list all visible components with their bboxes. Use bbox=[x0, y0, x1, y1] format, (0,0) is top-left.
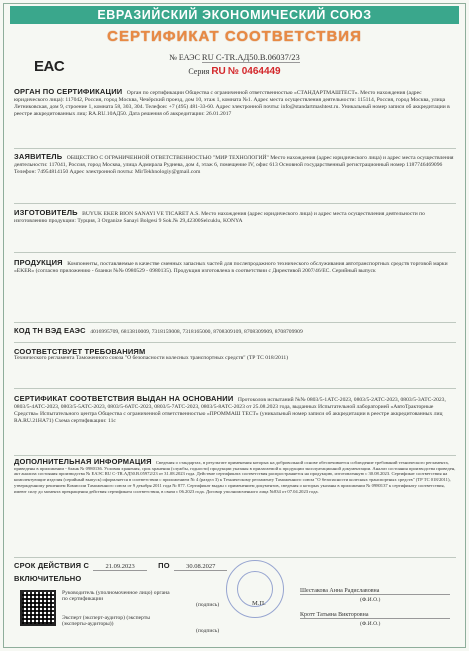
divider bbox=[14, 203, 456, 204]
divider bbox=[14, 388, 456, 389]
series-number: № 0464449 bbox=[227, 66, 281, 77]
basis-text: Протоколов испытаний №№ 0803/5-1АТС-2023, 0803/5-2АТС-2023, 0803/5-3АТС-2023, 0803/5-4АТС-2023, 0803/5-5АТС-2023, 0803/5-6АТС-2023, 0803/5-7АТС-2023, 0803/5-8АТС-2023 от 25.08.2023 года, выданных Испытательной лабораторией «АвтоТракторные Средства» Испытательного центра Общества с ограниченной ответственностью «ПРОММАШ ТЕСТ» (уникальный номер записи об аккредитации в реестре аккредитованных лиц RA.RU.21НА71) Схема сертификации: 11с bbox=[14, 397, 446, 424]
product-section bbox=[14, 259, 456, 275]
stamp-mp: М.П. bbox=[252, 600, 266, 607]
signature1-caption: (подпись) bbox=[196, 602, 220, 608]
divider bbox=[14, 252, 456, 253]
additional-text: Сведения о стандартах, в результате применения которых на добровольной основе обеспечивается соблюдение требований технического регламента, приведены в приложении - бланк № 0980136. Условия хранения, срок хранения (службы, годности) продукции указаны в прилагаемой к продукции эксплуатационной документации. Анализ состояния производства проведен, акт анализа состояния производства № ЕАЭС RU С-TR.АД50.В.05972/23 от 31.08.2023 года. Действие сертификата соответствия распространяется на продукцию, изготовленную с 30.08.2023. Сертификат соответствия на комплектующие изделия (серийный выпуск) оформляется в соответствии с приложением № 4 (раздел 3) к Техническому регламенту Таможенного союза "О безопасности колесных транспортных средств" (ТР ТС 018/2011), утвержденному решением Комиссии Таможенного союза от 9 декабря 2011 года № 877. Сертификат выдан с применением документов, сведения о которых указаны в приложении № 0980137 к сертификату соответствия, имеют силу до момента прекращения действия сертификата соответствия, в связи с 06.2023 года. Договор уполномоченного лица №834 от 07.04.2023 года. bbox=[14, 460, 456, 494]
divider bbox=[14, 455, 456, 456]
product-heading: ПРОДУКЦИЯ bbox=[14, 258, 63, 267]
basis-section bbox=[14, 395, 456, 425]
requirements-heading: СООТВЕТСТВУЕТ ТРЕБОВАНИЯМ bbox=[14, 347, 146, 356]
divider bbox=[14, 322, 456, 323]
certificate-title: СЕРТИФИКАТ СООТВЕТСТВИЯ bbox=[107, 28, 362, 45]
divider bbox=[14, 557, 456, 558]
organ-text: Орган по сертификации Общества с ограниченной ответственностью «СТАНДАРТМАШТЕСТ». Место нахождения (адрес юридического лица): 117042, Россия, город Москва, Чечёрский проезд, дом 10, этаж 1, комната №1. Адрес места осуществления деятельности: 115114, Россия, город Москва, улица Летниковская, дом 9, строение 1, комната 58, 303, 304. Телефон: +7 (495) 481-33-60. Адрес электронной почты: info@standartmashtest.ru. Уникальный номер записи об аккредитации в реестре аккредитованных лиц: RA.RU.10АД50. Дата решения об аккредитации: 26.01.2017 bbox=[14, 90, 450, 117]
series-code: RU bbox=[211, 66, 226, 77]
manufacturer-heading: ИЗГОТОВИТЕЛЬ bbox=[14, 208, 78, 217]
number-value: RU С-TR.АД50.В.06037/23 bbox=[201, 52, 300, 62]
applicant-heading: ЗАЯВИТЕЛЬ bbox=[14, 152, 63, 161]
validity-to: 30.08.2027 bbox=[174, 563, 227, 571]
basis-heading: СЕРТИФИКАТ СООТВЕТСТВИЯ ВЫДАН НА ОСНОВАНИИ bbox=[14, 394, 234, 403]
validity-inclusive: ВКЛЮЧИТЕЛЬНО bbox=[14, 574, 82, 583]
series-label: Серия bbox=[188, 67, 210, 76]
head-label: Руководитель (уполномоченное лицо) органа по сертификации bbox=[62, 590, 170, 602]
signature2-caption: (подпись) bbox=[196, 628, 220, 634]
product-text: Компоненты, поставляемые в качестве сменных запасных частей для послепродажного технического обслуживания автотранспортных средств торговой марки «EKER» (согласно приложению - бланки №№ 0980529 - 0980135). Продукция изготовлена в соответствии с Директивой 2007/46/ЕС. Серийный выпуск bbox=[14, 261, 448, 274]
manufacturer-text: BUYUK EKER BION SANAYI VE TICARET A.S. Место нахождения (адрес юридического лица) и адрес места осуществления деятельности по изготовлению продукции: Турция, 3 Organize Sanayi Bolgesi 9 Sok.№ 29,42300Selcuklu, KONYA bbox=[14, 211, 425, 224]
fio2-caption: (Ф.И.О.) bbox=[360, 621, 381, 627]
requirements-text: Технического регламента Таможенного союза "О безопасности колесных транспортных средств" (ТР ТС 018/2011) bbox=[14, 355, 289, 361]
validity-heading: СРОК ДЕЙСТВИЯ С bbox=[14, 561, 90, 570]
tnved-section bbox=[14, 327, 456, 336]
certificate-number bbox=[0, 52, 469, 63]
union-banner: ЕВРАЗИЙСКИЙ ЭКОНОМИЧЕСКИЙ СОЮЗ bbox=[10, 6, 459, 24]
requirements-section bbox=[14, 348, 456, 362]
validity-from: 21.09.2023 bbox=[93, 563, 146, 571]
validity-to-label: ПО bbox=[158, 561, 170, 570]
manufacturer-section bbox=[14, 209, 456, 225]
applicant-text: ОБЩЕСТВО С ОГРАНИЧЕННОЙ ОТВЕТСТВЕННОСТЬЮ "МИР ТЕХНОЛОГИЙ" Место нахождения (адрес юридического лица) и адрес места осуществления деятельности: 117041, Россия, город Москва, улица Адмирала Руднева, дом 4, этаж 6, помещение IV, офис 613 Основной государственный регистрационный номер 1187746469096 Телефон: 74954814150 Адрес электронной почты: MirTekhnologiy@gmail.com bbox=[14, 155, 454, 175]
series-line bbox=[0, 66, 469, 77]
additional-heading: ДОПОЛНИТЕЛЬНАЯ ИНФОРМАЦИЯ bbox=[14, 457, 152, 466]
tnved-heading: КОД ТН ВЭД ЕАЭС bbox=[14, 326, 86, 335]
additional-section bbox=[14, 459, 456, 494]
number-prefix: № ЕАЭС bbox=[169, 53, 200, 62]
head-name: Шестакова Анна Радиславовна bbox=[300, 588, 450, 595]
qr-code bbox=[20, 590, 56, 626]
organ-section bbox=[14, 88, 456, 118]
expert-name: Кротт Татьяна Викторовна bbox=[300, 612, 450, 619]
expert-label: Эксперт (эксперт-аудитор) (эксперты (эксперты-аудиторы)) bbox=[62, 615, 151, 627]
applicant-section bbox=[14, 153, 456, 176]
eac-mark: EAC bbox=[34, 58, 65, 75]
organ-heading: ОРГАН ПО СЕРТИФИКАЦИИ bbox=[14, 87, 123, 96]
certification-stamp bbox=[226, 560, 284, 618]
tnved-text: 4016995709, 6813810009, 7318159008, 7318165000, 8708309109, 8708309909, 8708709909 bbox=[90, 329, 303, 335]
divider bbox=[14, 148, 456, 149]
divider bbox=[14, 342, 456, 343]
fio1-caption: (Ф.И.О.) bbox=[360, 597, 381, 603]
